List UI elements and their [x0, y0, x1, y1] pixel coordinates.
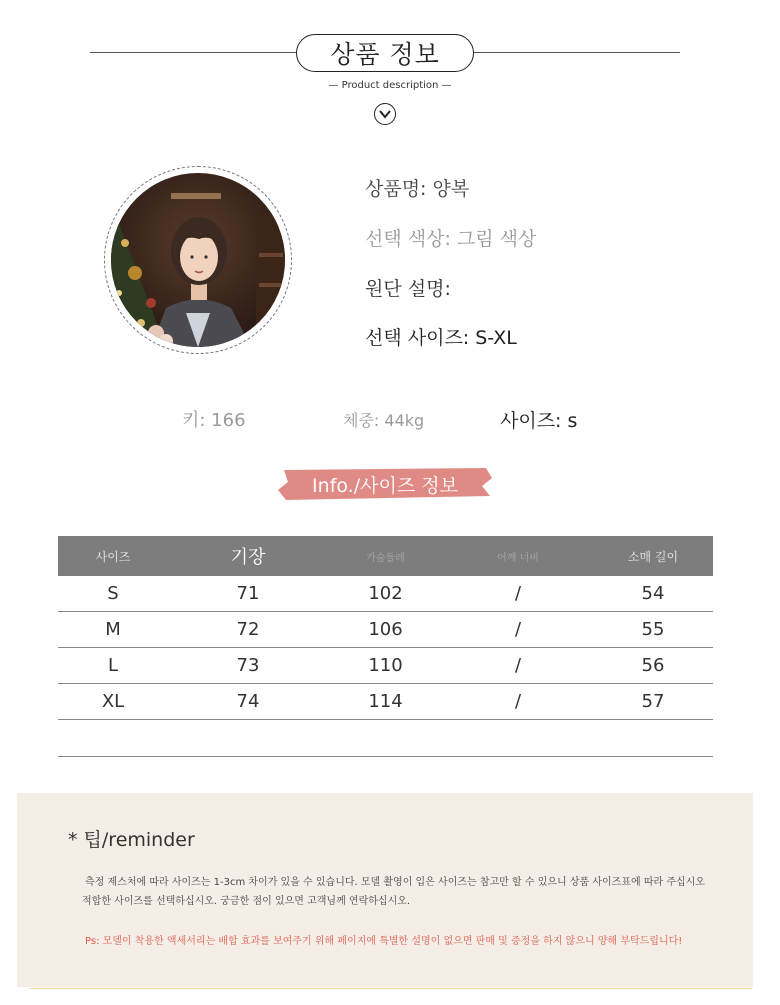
table-cell: L — [107, 655, 119, 676]
section-subtitle: — Product description — — [328, 80, 452, 91]
header-length: 기장 — [230, 547, 266, 568]
reminder-line-1: 측정 제스처에 따라 사이즈는 1-3cm 차이가 있을 수 있습니다. 모델 촬영이 입은 사이즈는 참고만 할 수 있으니 상품 사이즈표에 따라 주십시오 — [85, 877, 705, 888]
header-chest: 가슴둘레 — [366, 552, 405, 564]
header-line-left — [90, 52, 296, 53]
table-cell: / — [514, 655, 522, 676]
reminder-box — [17, 793, 753, 987]
table-cell: / — [514, 583, 522, 604]
table-cell: 71 — [236, 583, 260, 604]
header-size: 사이즈 — [95, 549, 131, 564]
reminder-title: * 팁/reminder — [68, 829, 195, 851]
size-table-header — [58, 536, 713, 576]
model-photo — [111, 173, 285, 347]
table-cell: 114 — [368, 691, 403, 712]
table-cell: 55 — [641, 619, 665, 640]
table-cell: M — [105, 619, 121, 640]
section-title: 상품 정보 — [296, 34, 474, 72]
table-cell: 74 — [236, 691, 260, 712]
table-cell: 106 — [368, 619, 403, 640]
table-cell: 102 — [368, 583, 403, 604]
table-cell: 56 — [641, 655, 665, 676]
table-row — [58, 648, 713, 684]
chevron-down-icon — [374, 103, 396, 125]
reminder-ps: Ps: 모델이 착용한 액세서리는 배합 효과를 보여주기 위해 페이지에 특별한 설명이 없으면 판매 및 증정을 하지 않으니 양해 부탁드립니다! — [85, 936, 683, 947]
table-cell: XL — [101, 691, 125, 712]
model-photo-frame — [104, 166, 292, 354]
table-cell: / — [514, 619, 522, 640]
table-row — [58, 576, 713, 612]
header-line-right — [472, 52, 680, 53]
product-color: 선택 색상: 그림 색상 — [365, 228, 537, 250]
table-cell: 54 — [641, 583, 665, 604]
table-cell: 110 — [368, 655, 403, 676]
size-info-banner-label: Info./사이즈 정보 — [312, 474, 458, 497]
model-size: 사이즈: s — [500, 410, 578, 432]
table-row — [58, 684, 713, 720]
header-sleeve: 소매 길이 — [627, 549, 679, 564]
header-shoulder: 어깨 너비 — [497, 552, 539, 564]
table-row — [58, 612, 713, 648]
table-cell: / — [514, 691, 522, 712]
table-cell: 73 — [236, 655, 260, 676]
model-weight: 체중: 44kg — [343, 411, 425, 430]
product-size-range: 선택 사이즈: S-XL — [365, 327, 517, 349]
size-table — [58, 536, 713, 757]
table-cell: S — [107, 583, 119, 604]
reminder-line-2: 적합한 사이즈를 선택하십시오. 궁금한 점이 있으면 고객님께 연락하십시오. — [82, 896, 411, 907]
bottom-divider — [30, 988, 752, 989]
model-height: 키: 166 — [182, 410, 246, 431]
product-name: 상품명: 양복 — [365, 178, 470, 200]
table-cell: 57 — [641, 691, 665, 712]
table-empty-row — [58, 720, 713, 757]
table-cell: 72 — [236, 619, 260, 640]
product-fabric: 원단 설명: — [365, 278, 451, 300]
